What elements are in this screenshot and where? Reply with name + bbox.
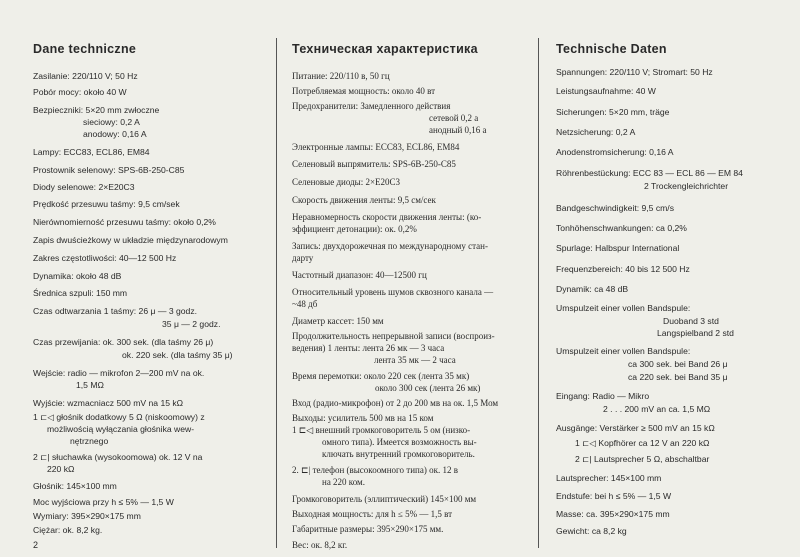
spec-line: Выходная мощность: для h ≤ 5% — 1,5 вт <box>292 509 453 519</box>
spec-line: Bandgeschwindigkeit: 9,5 cm/s <box>556 203 674 213</box>
spec-line: ca 220 sek. bei Band 35 μ <box>628 372 728 382</box>
spec-line: Sicherungen: 5×20 mm, träge <box>556 107 670 117</box>
spec-line: Dynamik: ca 48 dB <box>556 284 629 294</box>
page-number: 2 <box>33 540 39 550</box>
spec-line: Eingang: Radio — Mikro <box>556 391 650 401</box>
spec-line: Время перемотки: около 220 сек (лента 35 мк) <box>292 371 470 381</box>
spec-line: Потребляемая мощность: около 40 вт <box>292 86 436 96</box>
spec-line: ведения) 1 ленты: лента 26 мк — 3 часа <box>292 343 445 353</box>
spec-line: Ciężar: ok. 8,2 kg. <box>33 525 103 535</box>
spec-line: Питание: 220/110 в, 50 гц <box>292 71 390 81</box>
spec-line: Gewicht: ca 8,2 kg <box>556 526 627 536</box>
spec-line: Zapis dwuścieżkowy w układzie międzynarodowym <box>33 235 228 245</box>
spec-line: 2 Trockengleichrichter <box>644 181 729 191</box>
spec-line: Вход (радио-микрофон) от 2 до 200 мв на ок. 1,5 Мом <box>292 398 499 408</box>
spec-line: Электронные лампы: ЕСС83, ЕСL86, ЕМ84 <box>292 142 460 152</box>
spec-line: 2 . . . 200 mV an ca. 1,5 MΩ <box>603 404 711 414</box>
spec-line: 1 ⊏◁ głośnik dodatkowy 5 Ω (niskoomowy) z <box>33 412 205 422</box>
spec-line: эффициент детонации): ок. 0,2% <box>292 224 417 234</box>
spec-line: 220 kΩ <box>47 464 75 474</box>
spec-line: Masse: ca. 395×290×175 mm <box>556 509 670 519</box>
spec-line: Głośnik: 145×100 mm <box>33 481 117 491</box>
spec-line: Tonhöhenschwankungen: ca 0,2% <box>556 223 687 233</box>
spec-line: nętrznego <box>70 436 109 446</box>
spec-line: ca 300 sek. bei Band 26 μ <box>628 359 728 369</box>
spec-line: Anodenstromsicherung: 0,16 A <box>556 147 674 157</box>
spec-line: 2 ⊏| słuchawka (wysokoomowa) ok. 12 V na <box>33 452 203 462</box>
spec-line: Wymiary: 395×290×175 mm <box>33 511 141 521</box>
spec-line: 1,5 MΩ <box>76 380 104 390</box>
spec-line: sieciowy: 0,2 A <box>83 117 140 127</box>
spec-line: Netzsicherung: 0,2 A <box>556 127 636 137</box>
spec-line: Czas przewijania: ok. 300 sek. (dla taśmy 26 μ) <box>33 337 214 347</box>
column-russian <box>277 0 538 557</box>
spec-line: 2 ⊏| Lautsprecher 5 Ω, abschaltbar <box>575 454 710 464</box>
spec-line: Lampy: ECC83, ECL86, EM84 <box>33 147 150 157</box>
spec-line: Spannungen: 220/110 V; Stromart: 50 Hz <box>556 67 713 77</box>
spec-line: Bezpieczniki: 5×20 mm zwłoczne <box>33 105 160 115</box>
spec-line: Umspulzeit einer vollen Bandspule: <box>556 346 691 356</box>
spec-line: Скорость движения ленты: 9,5 см/сек <box>292 195 436 205</box>
spec-line: сетевой 0,2 а <box>429 113 479 123</box>
spec-line: Prędkość przesuwu taśmy: 9,5 cm/sek <box>33 199 180 209</box>
spec-line: Dynamika: około 48 dB <box>33 271 122 281</box>
spec-line: 1 ⊏◁ внешний громкоговоритель 5 ом (низко- <box>292 425 471 435</box>
spec-line: Запись: двухдорожечная по международному стан- <box>292 241 488 251</box>
spec-line: Nierównomierność przesuwu taśmy: około 0,2% <box>33 217 216 227</box>
spec-line: Zakres częstotliwości: 40—12 500 Hz <box>33 253 177 263</box>
spec-line: Moc wyjściowa przy h ≤ 5% — 1,5 W <box>33 497 174 507</box>
column-german <box>539 0 800 557</box>
spec-line: Frequenzbereich: 40 bis 12 500 Hz <box>556 264 690 274</box>
spec-line: możliwością wyłączania głośnika wew- <box>47 424 195 434</box>
spec-line: Предохранители: Замедленного действия <box>292 101 451 111</box>
spec-line: Селеновый выпрямитель: SPS-6B-250-C85 <box>292 159 456 169</box>
spec-line: Частотный диапазон: 40—12500 гц <box>292 270 427 280</box>
spec-line: лента 35 мк — 2 часа <box>374 355 456 365</box>
spec-line: Продолжительность непрерывной записи (воспроиз- <box>292 331 495 341</box>
spec-line: Громкоговоритель (эллиптический) 145×100 мм <box>292 494 477 504</box>
spec-line: 2. ⊏| телефон (высокоомного типа) ок. 12 в <box>292 465 458 475</box>
spec-line: омного типа). Имеется возможность вы- <box>322 437 477 447</box>
spec-line: 1 ⊏◁ Kopfhörer ca 12 V an 220 kΩ <box>575 438 710 448</box>
spec-line: Endstufe: bei h ≤ 5% — 1,5 W <box>556 491 672 501</box>
spec-line: Umspulzeit einer vollen Bandspule: <box>556 303 691 313</box>
spec-line: ok. 220 sek. (dla taśmy 35 μ) <box>122 350 233 360</box>
spec-line: Wyjście: wzmacniacz 500 mV na 15 kΩ <box>33 398 184 408</box>
spec-line: ~48 дб <box>292 299 318 309</box>
spec-line: Prostownik selenowy: SPS-6B-250-C85 <box>33 165 185 175</box>
spec-line: Czas odtwarzania 1 taśmy: 26 μ — 3 godz. <box>33 306 198 316</box>
spec-line: Неравномерность скорости движения ленты: (ко- <box>292 212 482 222</box>
spec-line: Langspielband 2 std <box>657 328 734 338</box>
spec-line: 35 μ — 2 godz. <box>162 319 221 329</box>
spec-line: Diody selenowe: 2×E20C3 <box>33 182 135 192</box>
spec-line: дарту <box>292 253 314 263</box>
column-polish <box>0 0 275 557</box>
spec-line: Lautsprecher: 145×100 mm <box>556 473 662 483</box>
spec-line: Pobór mocy: około 40 W <box>33 87 127 97</box>
spec-line: Röhrenbestückung: ECC 83 — ECL 86 — EM 84 <box>556 168 743 178</box>
column-title-german: Technische Daten <box>556 42 667 56</box>
spec-line: Вес: ок. 8,2 кг. <box>292 540 348 550</box>
spec-line: Выходы: усилитель 500 мв на 15 ком <box>292 413 434 423</box>
spec-line: Габаритные размеры: 395×290×175 мм. <box>292 524 444 534</box>
spec-line: Диаметр кассет: 150 мм <box>292 316 384 326</box>
spec-line: Селеновые диоды: 2×E20C3 <box>292 177 401 187</box>
spec-line: на 220 ком. <box>322 477 366 487</box>
spec-line: Относительный уровень шумов сквозного канала — <box>292 287 494 297</box>
spec-line: около 300 сек (лента 26 мк) <box>375 383 481 393</box>
column-title-russian: Техническая характеристика <box>292 42 478 56</box>
spec-line: Leistungsaufnahme: 40 W <box>556 86 656 96</box>
spec-line: Duoband 3 std <box>663 316 719 326</box>
spec-line: ключать внутренний громкоговоритель. <box>322 449 475 459</box>
spec-line: Wejście: radio — mikrofon 2—200 mV na ok. <box>33 368 205 378</box>
spec-line: Ausgänge: Verstärker ≥ 500 mV an 15 kΩ <box>556 423 715 433</box>
spec-line: анодный 0,16 а <box>429 125 487 135</box>
spec-line: Średnica szpuli: 150 mm <box>33 288 128 298</box>
spec-line: anodowy: 0,16 A <box>83 129 147 139</box>
column-title-polish: Dane techniczne <box>33 42 137 56</box>
spec-line: Zasilanie: 220/110 V; 50 Hz <box>33 71 138 81</box>
spec-line: Spurlage: Halbspur International <box>556 243 680 253</box>
